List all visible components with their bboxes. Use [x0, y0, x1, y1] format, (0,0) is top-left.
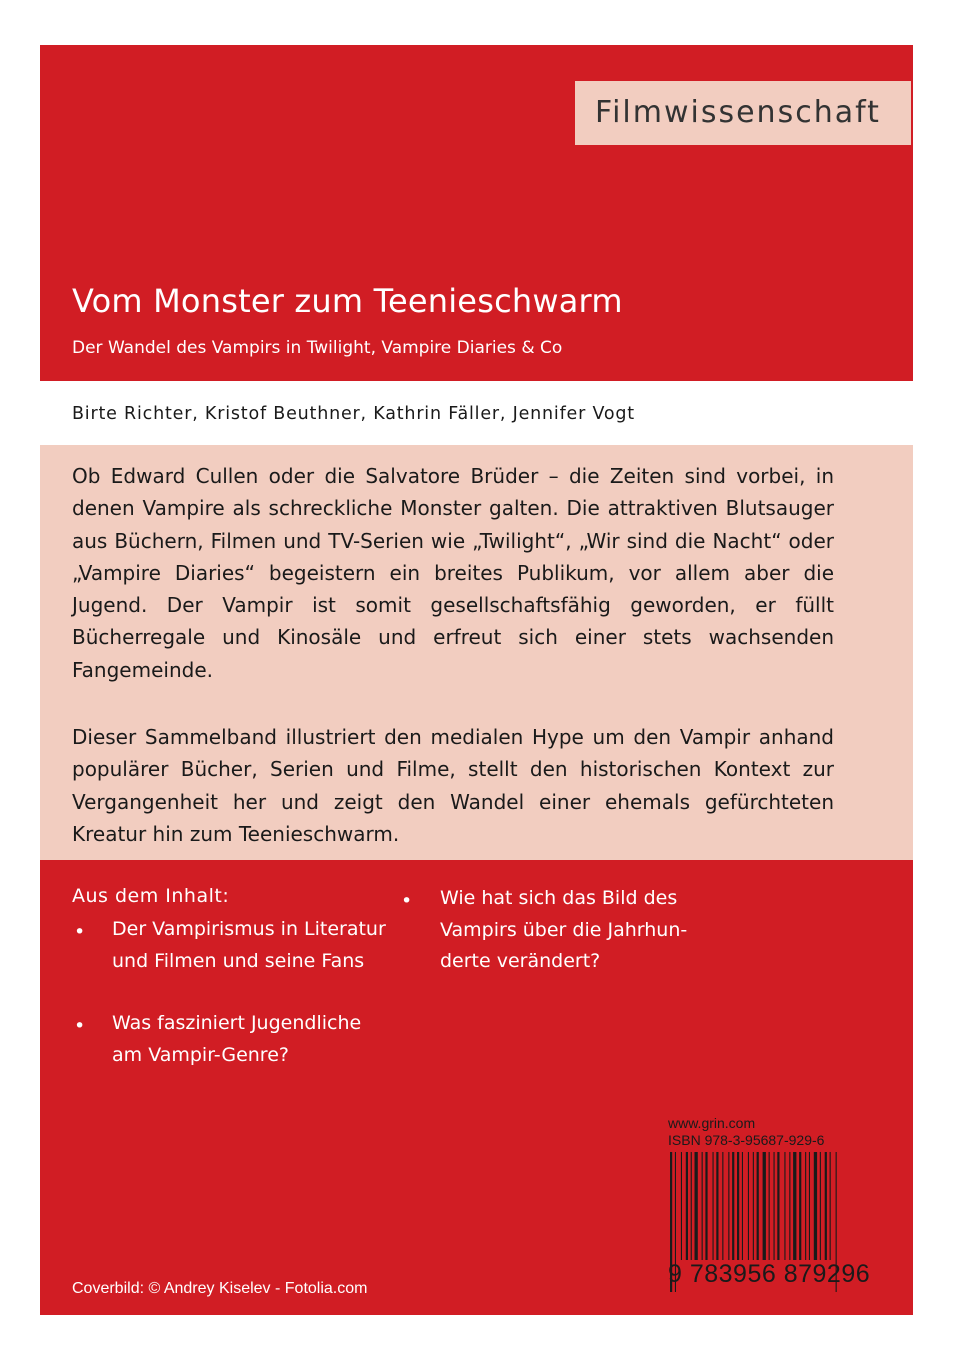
- barcode-bar: [695, 1152, 698, 1260]
- barcode-bar: [784, 1152, 785, 1260]
- barcode-bar: [793, 1152, 796, 1260]
- cover-credit: Coverbild: © Andrey Kiselev - Fotolia.com: [72, 1280, 368, 1297]
- barcode-bar: [799, 1152, 801, 1260]
- barcode-bar: [722, 1152, 723, 1260]
- blurb-paragraph-1: Ob Edward Cullen oder die Salvatore Brüder – die Zeiten sind vorbei, in denen Vampire als schreckliche Monster galten. Die attraktiven Blutsauger aus Büchern, Filmen und TV-Serien wie „Twilight“, „Wir sind die Nacht“ oder „Vampire Diaries“ begeistern ein breites Publikum, vor allem aber die Jugend. Der Vampir ist somit gesellschaftsfähig geworden, er füllt Bücherregale und Kinosäle und erfreut sich einer stets wachsenden Fangemeinde.: [72, 464, 834, 682]
- barcode-bar: [742, 1152, 743, 1260]
- barcode-bar: [814, 1152, 817, 1260]
- barcode-bar: [777, 1152, 779, 1260]
- book-subtitle: Der Wandel des Vampirs in Twilight, Vampire Diaries & Co: [72, 338, 563, 358]
- barcode-bar: [757, 1152, 759, 1260]
- book-title: Vom Monster zum Teenieschwarm: [72, 282, 623, 320]
- contents-heading: Aus dem Inhalt:: [72, 885, 230, 907]
- barcode-bar: [728, 1152, 729, 1260]
- bullet-dot: •: [74, 921, 86, 943]
- barcode-bar: [716, 1152, 718, 1260]
- category-tag: Filmwissenschaft: [575, 81, 911, 145]
- contents-item-2: Was fasziniert Jugendliche am Vampir-Genre?: [112, 1012, 362, 1066]
- barcode-bar: [702, 1152, 703, 1260]
- publisher-url: www.grin.com: [668, 1115, 756, 1131]
- barcode-bar: [737, 1152, 739, 1260]
- barcode-digits: 9 783956 879296: [668, 1260, 871, 1288]
- barcode-bar: [763, 1152, 766, 1260]
- barcode-bar: [820, 1152, 821, 1260]
- barcode-bar: [681, 1152, 682, 1260]
- barcode-bar: [748, 1152, 749, 1260]
- barcode-bar: [686, 1152, 688, 1260]
- bullet-dot: •: [401, 890, 413, 912]
- blurb-paragraph-2: Dieser Sammelband illustriert den medialen Hype um den Vampir anhand populärer Bücher, Serien und Filme, stellt den historischen Kontext zur Vergangenheit her und zeigt den Wandel einer ehemals gefürchteten Kreatur hin zum Teenieschwarm.: [72, 725, 834, 846]
- barcode-bar: [713, 1152, 714, 1260]
- barcode-bar: [774, 1152, 775, 1260]
- authors-line: Birte Richter, Kristof Beuthner, Kathrin Fäller, Jennifer Vogt: [72, 404, 635, 424]
- bullet-dot: •: [74, 1015, 86, 1037]
- isbn-label: ISBN 978-3-95687-929-6: [668, 1132, 825, 1148]
- contents-item-3: Wie hat sich das Bild des Vampirs über die Jahrhunderte verändert?: [440, 887, 688, 972]
- barcode-bar: [830, 1152, 831, 1260]
- barcode-bar: [825, 1152, 827, 1260]
- barcode-bar: [691, 1152, 692, 1260]
- barcode-bar: [805, 1152, 806, 1260]
- barcode-bar: [705, 1152, 707, 1260]
- barcode-bar: [753, 1152, 754, 1260]
- barcode-bar: [732, 1152, 734, 1260]
- barcode-bar: [789, 1152, 790, 1260]
- barcode-bar: [769, 1152, 770, 1260]
- contents-item-1: Der Vampirismus in Literatur und Filmen und seine Fans: [112, 918, 386, 972]
- barcode-bar: [809, 1152, 810, 1260]
